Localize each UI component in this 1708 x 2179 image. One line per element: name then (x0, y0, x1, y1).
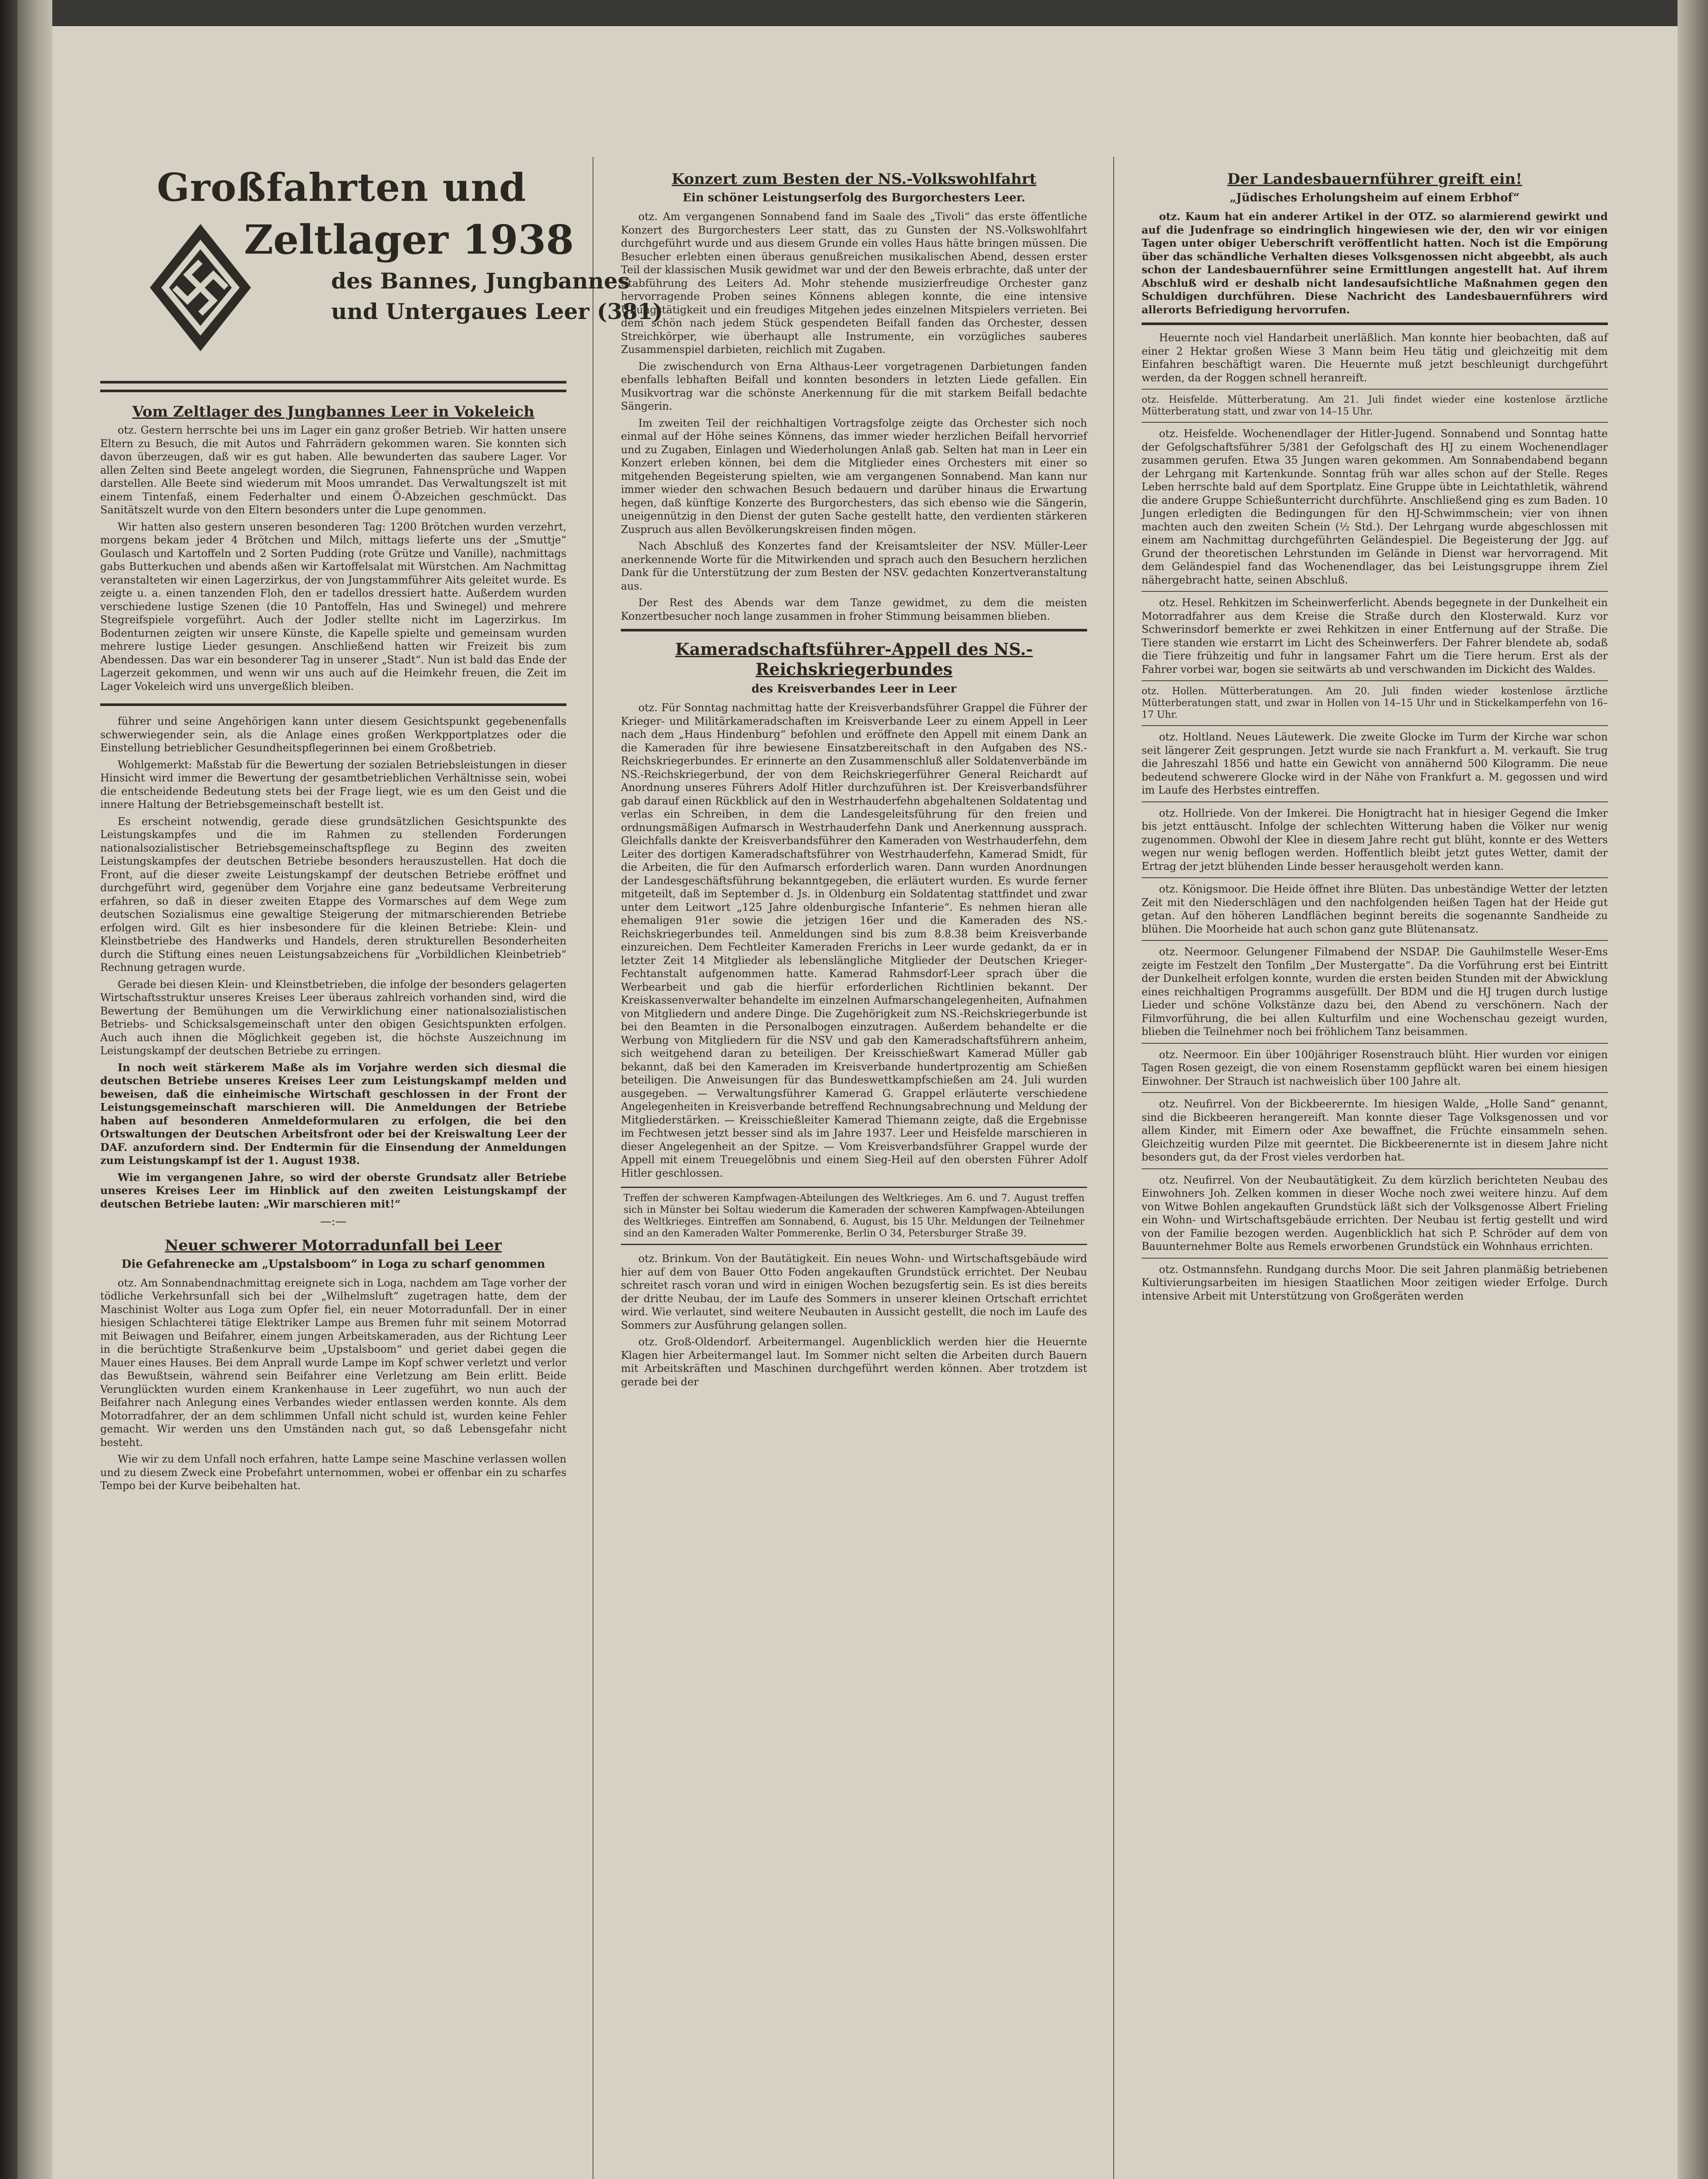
article-paragraph: Wohlgemerkt: Maßstab für die Bewertung der sozialen Betriebsleistungen in dieser Hinsicht wird immer die Bewertung der gesamtbetrieblichen Verhältnisse sein, wobei die entscheidende Bedeutung stets bei der Frage liegt, wie es um den Geist und die innere Haltung der Betriebsgemeinschaft bestellt ist. (100, 758, 566, 811)
local-news-gross-oldendorf: otz. Groß-Oldendorf. Arbeitermangel. Augenblicklich werden hier die Heuernte Klagen hier Arbeitermangel laut. Im Sommer nicht selten die Arbeiten durch Bauern mit Arbeitskräften und Maschinen durchgeführt werden können. Aber trotzdem ist gerade bei der (621, 1336, 1087, 1388)
article-subtitle: Ein schöner Leistungserfolg des Burgorchesters Leer. (682, 191, 1026, 204)
divider (1142, 1092, 1608, 1093)
article-landesbauernfuehrer (1142, 170, 1608, 316)
divider (621, 629, 1087, 631)
article-subtitle: Die Gefahrenecke am „Upstalsboom“ in Loga zu scharf genommen (121, 1257, 546, 1271)
article-paragraph: otz. Für Sonntag nachmittag hatte der Kreisverbandsführer Grappel die Führer der Krieger- und Militärkameradschaften im Kreisverbande Leer zu einem Appell in Leer nach dem „Haus Hindenburg“ befohlen und eröffnete den Appell mit einem Dank an die Kameraden für ihre bewiesene Einsatzbereitschaft in den Aufgaben des NS.-Reichskriegerbundes. Er erinnerte an den Zusammenschluß aller Soldatenverbände im NS.-Reichskriegerbund, der von dem Reichskriegerführer General Reichardt auf Anordnung unseres Führers Adolf Hitler durchzuführen ist. Der Kreisverbandsführer gab darauf einen Rückblick auf den in Westrhauderfehn abgehaltenen Soldatentag und verlas ein Schreiben, in dem die Landesgeleitsführung für den freien und ordnungsmäßigen Aufmarsch in Westrhauderfehn Dank und Anerkennung aussprach. Gleichfalls dankte der Kreisverbandsführer den Kameraden von Westrhauderfehn, dem Leiter des dortigen Kameradschaftsführer von Westrhauderfehn, Kamerad Smidt, für die Arbeiten, die für den Aufmarsch erforderlich waren. Dann wurden Anordnungen der Landesgeschäftsführung bekanntgegeben, die erläutert wurden. Es wurde ferner mitgeteilt, daß im September d. Js. in Oldenburg ein Soldatentag stattfindet und zwar unter dem Leitwort „125 Jahre oldenburgische Infanterie“. Es nehmen hieran alle ehemaligen 91er sowie die jetzigen 16er und die Kameraden des NS.-Reichskriegerbundes teil. Anmeldungen sind bis zum 8.8.38 beim Kreisverbande einzureichen. Dem Fechtleiter Kameraden Frerichs in Leer wurde gedankt, da er in letzter Zeit 14 Mitglieder als lebenslängliche Mitglieder der Deutschen Krieger-Fechtanstalt aufgenommen hatte. Kamerad Rahmsdorf-Leer sprach über die Werbearbeit und gab die hierfür erforderlichen Richtlinien bekannt. Der Kreiskassenverwalter behandelte im einzelnen Aufmarschangelegenheiten, Aufnahmen von Mitgliedern und andere Dinge. Die Zugehörigkeit zum NS.-Reichskriegerbunde ist bei den Beamten in die Personalbogen einzutragen. Außerdem behandelte er die Werbung von Mitgliedern für die NSV und gab den Kameradschaftsführern anheim, sich weitgehend daran zu beteiligen. Der Kreisschießwart Kamerad Müller gab bekannt, daß bei den Kameraden im Kreisverbande hundertprozentig am Schießen beteiligen. Die Anweisungen für das Bundeswettkampfschießen am 24. Juli wurden ausgegeben. — Verwaltungsführer Kamerad G. Grappel erläuterte verschiedene Angelegenheiten in Kreisverbande betreffend Rechnungsabrechnung und Meldung der Mitgliederstärken. — Kreisschießleiter Kamerad Thiemann zeigte, daß die Ergebnisse im Fechtwesen jetzt besser sind als im Jahre 1937. Leer und Heisfelde marschieren in dieser Angelegenheit an der Spitze. — Vom Kreisverbandsführer Grappel wurde der Appell mit einem Treuegelöbnis und einem Sieg-Heil auf den obersten Führer Adolf Hitler geschlossen. (621, 702, 1087, 1179)
column-1 (100, 139, 663, 1496)
divider (1142, 422, 1608, 423)
local-news-hesel: otz. Hesel. Rehkitzen im Scheinwerferlicht. Abends begegnete in der Dunkelheit ein Motorradfahrer aus dem Kreise die Straße durch den Klosterwald. Kurz vor Schwerinsdorf bemerkte er zwei Rehkitzen in einer Entfernung auf der Straße. Die Tiere standen wie erstarrt im Licht des Scheinwerfers. Der Fahrer blendete ab, sodaß die Tiere frühzeitig und fuhr in langsamer Fahrt um die Tiere herum. Erst als der Fahrer vorbei war, bogen sie seitwärts ab und verschwanden im Dickicht des Waldes. (1142, 597, 1608, 675)
column-3 (1142, 139, 1608, 1306)
article-paragraph: In noch weit stärkerem Maße als im Vorjahre werden sich diesmal die deutschen Betriebe unseres Kreises Leer zum Leistungskampf melden und beweisen, daß die einheimische Wirtschaft geschlossen in der Front der Leistungsgemeinschaft marschieren will. Die Anmeldungen der Betriebe haben auf besonderen Anmeldeformularen zu erfolgen, die bei den Ortswaltungen der Deutschen Arbeitsfront oder bei der Kreiswaltung Leer der DAF. anzufordern sind. Der Endtermin für die Einsendung der Anmeldungen zum Leistungskampf ist der 1. August 1938. (100, 1061, 566, 1167)
article-paragraph: führer und seine Angehörigen kann unter diesem Gesichtspunkt gegebenenfalls schwerwiegender sein, als die Anlage eines großen Werkpportplatzes oder die Einstellung betrieblicher Gesundheitspflegerinnen bei einem Großbetrieb. (100, 715, 566, 754)
column-2 (621, 139, 1087, 1392)
article-paragraph: Der Rest des Abends war dem Tanze gewidmet, zu dem die meisten Konzertbesucher noch lange zusammen in froher Stimmung beisammen blieben. (621, 597, 1087, 622)
article-paragraph: Nach Abschluß des Konzertes fand der Kreisamtsleiter der NSV. Müller-Leer anerkennende Worte für die Mitwirkenden und sprach auch den Besuchern herzlichen Dank für die Unterstützung der zum Besten der NSV. gedachten Konzertveranstaltung aus. (621, 540, 1087, 592)
article-subtitle: „Jüdisches Erholungsheim auf einem Erbhof“ (1230, 191, 1520, 204)
section-separator: —:— (320, 1215, 347, 1228)
divider (1142, 322, 1608, 325)
local-news-koenigsmoor: otz. Königsmoor. Die Heide öffnet ihre Blüten. Das unbeständige Wetter der letzten Zeit mit den Niederschlägen und den nachfolgenden heißen Tagen hat der Heide gut getan. Auf den höheren Landflächen beginnt bereits die sogenannte Sandheide zu blühen. Die Moorheide hat auch schon ganz gute Blütenansatz. (1142, 883, 1608, 935)
local-news-hollriede: otz. Hollriede. Von der Imkerei. Die Honigtracht hat in hiesiger Gegend die Imker bis jetzt enttäuscht. Infolge der schlechten Witterung haben die Völker nur wenig zugenommen. Obwohl der Klee in diesem Jahre recht gut blüht, konnte er des Wetters wegen nur wenig beflogen werden. Hoffentlich bleibt jetzt gutes Wetter, damit der Ertrag der jetzt blühenden Linde besser herausgeholt werden kann. (1142, 807, 1608, 872)
article-title: Neuer schwerer Motorradunfall bei Leer (165, 1236, 502, 1254)
article-kameradschaftsfuehrer-appell (621, 639, 1087, 1180)
divider (1142, 680, 1608, 681)
local-news-neermoor-filmabend: otz. Neermoor. Gelungener Filmabend der NSDAP. Die Gauhilmstelle Weser-Ems zeigte im Festzelt den Tonfilm „Der Mustergatte“. Da die Vorführung erst bei Eintritt der Dunkelheit erfolgen konnte, wurden die ersten beiden Stunden mit der Abwicklung eines reichhaltigen Programms ausgefüllt. Der BDM und die HJ trugen durch lustige Lieder und schöne Volkstänze dazu bei, den Abend zu verschönern. Nach der Filmvorführung, die bei allen Kulturfilm und eine Wochenschau gezeigt wurden, blieben die Teilnehmer noch bei fröhlichem Tanz beisammen. (1142, 946, 1608, 1038)
divider (1142, 725, 1608, 726)
masthead-line-4: und Untergaues Leer (381) (331, 299, 663, 324)
article-paragraph: Gerade bei diesen Klein- und Kleinstbetrieben, die infolge der besonders gelagerten Wirtschaftsstruktur unseres Kreises Leer überaus zahlreich vorhanden sind, wird die Bewertung der Bemühungen um die Verwirklichung einer nationalsozialistischen Betriebs- und Schicksalsgemeinschaft unter den obigen Gesichtspunkten erfolgen. Auch auch ihnen die Möglichkeit gegeben ist, die höchste Auszeichnung im Leistungskampf der deutschen Betriebe zu erringen. (100, 978, 566, 1057)
article-paragraph: Wir hatten also gestern unseren besonderen Tag: 1200 Brötchen wurden verzehrt, morgens bekam jeder 4 Brötchen und Milch, mittags lieferte uns der „Smuttje“ Goulasch und Kartoffeln und 2 Sorten Pudding (rote Grütze und Vanille), nachmittags gabs Butterkuchen und abends aßen wir Kartoffelsalat mit Würstchen. Am Nachmittag veranstalteten wir einen Lagerzirkus, der von Jungstammführer Aits geleitet wurde. Es zeigte u. a. einen tanzenden Floh, den er tadellos dressiert hatte. Außerdem wurden verschiedene lustige Szenen (die 10 Pantoffeln, Has und Swinegel) und mehrere Stegreifspiele vorgeführt. Auch der Jodler stellte nicht im Lagerzirkus. Im Bodenturnen zeigten wir unsere Künste, die Kapelle spielte und gemeinsam wurden mehrere lustige Lieder gesungen. Anschließend hatten wir Freizeit bis zum Abendessen. Das war ein besonderer Tag in unserer „Stadt“. Nun ist bald das Ende der Lagerzeit gekommen, und wenn wir uns auch auf die Heimkehr freuen, die Zeit im Lager Vokeleich wird uns unvergeßlich bleiben. (100, 520, 566, 692)
local-news-neufirrel-neubau: otz. Neufirrel. Von der Neubautätigkeit. Zu dem kürzlich berichteten Neubau des Einwohners Joh. Zelken kommen in dieser Woche noch zwei weitere hinzu. Auf dem von Witwe Bohlen angekauften Grundstück läßt sich der Volksgenosse Albert Frieling ein Wohn- und Wirtschaftsgebäude errichten. Der Neubau ist fertig gestellt und wird von der Familie bezogen werden. Augenblicklich hat sich P. Schröder auf dem von Bauunternehmer Bolte aus Remels erworbenen Grundstück ein Wohnhaus errichten. (1142, 1174, 1608, 1252)
divider (1142, 1043, 1608, 1044)
article-paragraph: Wie wir zu dem Unfall noch erfahren, hatte Lampe seine Maschine verlassen wollen und zu diesem Zweck eine Probefahrt unternommen, wobei er offenbar ein zu scharfes Tempo bei der Kurve beibehalten hat. (100, 1453, 566, 1492)
article-konzert (621, 170, 1087, 623)
article-paragraph: Im zweiten Teil der reichhaltigen Vortragsfolge zeigte das Orchester sich noch einmal auf der Höhe seines Könnens, das immer wieder herzlichen Beifall hervorrief und zu Zugaben, Einlagen und Wiederholungen Anlaß gab. Selten hat man in Leer ein Konzert erleben können, bei dem die Mitglieder eines Orchesters mit einer so mitgehenden Begeisterung spielten, wie am vergangenen Sonnabend. Man kann nur immer wieder den schwachen Besuch bedauern und darüber hinaus die Erwartung hegen, daß künftige Konzerte des Burgorchesters, das sich ebenso wie die Sängerin, uneigennützig in den Dienst der guten Sache gestellt hatte, den verdienten stärkeren Zuspruch aus allen Bevölkerungskreisen finden mögen. (621, 417, 1087, 536)
article-paragraph: otz. Am vergangenen Sonnabend fand im Saale des „Tivoli“ das erste öffentliche Konzert des Burgorchesters Leer statt, das zu Gunsten der NS.-Volkswohlfahrt durchgeführt wurde und aus diesem Grunde ein volles Haus hätte bringen müssen. Die Besucher erlebten einen überaus genußreichen musikalischen Abend, dessen erster Teil der klassischen Musik gewidmet war und der den Beweis erbrachte, daß unter der Stabführung des Leiters Ad. Mohr stehende musizierfreudige Orchester ganz hervorragende Proben seines Könnens ablegen konnte, die eine intensive Übungstätigkeit und ein freudiges Mitgehen jedes einzelnen Mitspielers verrieten. Bei dem schön nach jedem Stück gespendeten Beifall fanden das Orchester, dessen Streichkörper, wie überhaupt alle Instrumente, ein vorzügliches sauberes Zusammenspiel darbieten, reichlich mit Zugaben. (621, 210, 1087, 356)
article-leistungskampf (100, 715, 566, 1211)
article-title: Vom Zeltlager des Jungbannes Leer in Vokeleich (132, 403, 535, 421)
article-paragraph: otz. Am Sonnabendnachmittag ereignete sich in Loga, nachdem am Tage vorher der tödliche Verkehrsunfall sich bei der „Wilhelmsluft“ zugetragen hatte, dem der Maschinist Wolter aus Loga zum Opfer fiel, ein neuer Motorradunfall. Der in einer hiesigen Schlachterei tätige Elektriker Lampe aus Bremen fuhr mit seinem Motorrad mit Beiwagen und Beifahrer, einem jungen Arbeitskameraden, aus der Richtung Leer in die berüchtigte Straßenkurve beim „Upstalsboom“ und geriet dabei gegen die Mauer eines Hauses. Bei dem Anprall wurde Lampe im Kopf schwer verletzt und verlor das Bewußtsein, während sein Beifahrer eine Verletzung am Bein erlitt. Beide Verunglückten wurden einem Krankenhause in Leer zugeführt, wo nun auch der Beifahrer nach Anlegung eines Verbandes wieder entlassen werden konnte. Als dem Motorradfahrer, der an dem schlimmen Unfall nicht schuld ist, wurden keine Fehler gemacht. Wir werden uns den Umständen nach gut, so daß Lebensgefahr nicht besteht. (100, 1276, 566, 1449)
column-rule (1113, 157, 1114, 2179)
notice-kampfwagen-treffen: Treffen der schweren Kampfwagen-Abteilungen des Weltkrieges. Am 6. und 7. August treffen sich in Münster bei Soltau wiederum die Kameraden der schweren Kampfwagen-Abteilungen des Weltkrieges. Eintreffen am Sonnabend, 6. August, bis 15 Uhr. Meldungen der Teilnehmer sind an den Kameraden Walter Pommerenke, Berlin O 34, Petersburger Straße 39. (621, 1187, 1087, 1245)
local-news-ostmannsfehn: otz. Ostmannsfehn. Rundgang durchs Moor. Die seit Jahren planmäßig betriebenen Kultivierungsarbeiten im hiesigen Staatlichen Moor zeitigen wieder Erfolge. Durch intensive Arbeit mit Unterstützung von Großgeräten werden (1142, 1263, 1608, 1302)
article-paragraph: Die zwischendurch von Erna Althaus-Leer vorgetragenen Darbietungen fanden ebenfalls lebhaften Beifall und konnten besonders in letzten Liede gefallen. Ein Musikvortrag war die schönste Anerkennung für die mit starkem Beifall bedachte Sängerin. (621, 360, 1087, 412)
article-zeltlager (100, 390, 566, 706)
article-paragraph: otz. Gestern herrschte bei uns im Lager ein ganz großer Betrieb. Wir hatten unsere Eltern zu Besuch, die mit Autos und Fahrrädern gekommen waren. Sie konnten sich davon überzeugen, daß wir es gut haben. Alle bewunderten das saubere Lager. Vor allen Zelten sind Beete angelegt worden, die Siegrunen, Fahnensprüche und Wappen darstellen. Alle Beete sind wiederum mit Moos umrandet. Das Verwaltungszelt ist mit einem Tintenfaß, einem Federhalter und einem Ö-Abzeichen geschmückt. Das Sanitätszelt wurde von den Eltern besonders unter die Lupe genommen. (100, 424, 566, 516)
article-title: Kameradschaftsführer-Appell des NS.-Reichskriegerbundes (675, 639, 1033, 679)
article-subtitle: des Kreisverbandes Leer in Leer (751, 682, 957, 696)
article-motorradunfall (100, 1236, 566, 1493)
divider (1142, 877, 1608, 878)
scan-page-edge (17, 0, 52, 2179)
article-paragraph: otz. Kaum hat ein anderer Artikel in der OTZ. so alarmierend gewirkt und auf die Judenfrage so eindringlich hingewiesen wie der, den wir vor einigen Tagen unter obiger Ueberschrift veröffentlicht hatten. Noch ist die Empörung über das schändliche Verhalten dieses Volksgenossen nicht abgeebbt, als auch schon der Landesbauernführer seine Ermittlungen angestellt hat. Auf ihrem Abschluß wird er deshalb nicht landesaufsichtliche Maßnahmen gegen den Schuldigen durchführen. Diese Nachricht des Landesbauernführers wird allerorts Befriedigung hervorrufen. (1142, 210, 1608, 316)
masthead-line-1: Großfahrten und (157, 165, 527, 210)
masthead (100, 139, 663, 375)
divider (1142, 591, 1608, 592)
local-news-hollen: otz. Hollen. Mütterberatungen. Am 20. Juli finden wieder kostenlose ärztliche Mütterberatungen statt, und zwar in Hollen von 14–15 Uhr und in Stickelkamperfehn von 16–17 Uhr. (1142, 686, 1608, 720)
scan-binding-edge (0, 0, 17, 2179)
divider (1142, 801, 1608, 802)
article-paragraph: Wie im vergangenen Jahre, so wird der oberste Grundsatz aller Betriebe unseres Kreises Leer im Hinblick auf den zweiten Leistungskampf der deutschen Betriebe lauten: „Wir marschieren mit!“ (100, 1171, 566, 1210)
local-news-heisfelde-wochenendlager: otz. Heisfelde. Wochenendlager der Hitler-Jugend. Sonnabend und Sonntag hatte der Gefolgschaftsführer 5/381 der Gefolgschaft des HJ zu einem Wochenendlager zusammen gerufen. Etwa 35 Jungen waren gekommen. Am Sonnabendabend begann der Lehrgang mit Kartenkunde. Sonntag früh war alles schon auf der Stelle. Reges Leben herrschte bald auf dem Sportplatz. Eine Gruppe übte in Leichtathletik, während die andere Gruppe Schießunterricht durchführte. Anschließend ging es zum Baden. 10 Jungen erledigten die Bedingungen für den HJ-Schwimmschein; vier von ihnen machten auch den zweiten Schein (½ Std.). Der Lehrgang wurde abgeschlossen mit einem am Nachmittag durchgeführten Geländespiel. Die Begeisterung der Jgg. auf Grund der theoretischen Lehrstunden im Gelände in Dienst war hervorragend. Mit dem Geländespiel fand das Wochenendlager, das bei Leistungsgruppe ihrem Ziel nähergebracht hatte, seinen Abschluß. (1142, 428, 1608, 586)
article-title: Konzert zum Besten der NS.-Volkswohlfahrt (671, 170, 1037, 188)
divider (1142, 1258, 1608, 1259)
local-news-heisfelde-mutterberatung: otz. Heisfelde. Mütterberatung. Am 21. Juli findet wieder eine kostenlose ärztliche Mütterberatung statt, und zwar von 14–15 Uhr. (1142, 394, 1608, 417)
divider (1142, 389, 1608, 390)
local-news-neermoor-rosenstrauch: otz. Neermoor. Ein über 100jähriger Rosenstrauch blüht. Hier wurden vor einigen Tagen Rosen gezeigt, die von einem Rosenstamm gepflückt waren bei einem hiesigen Einwohner. Der Strauch ist nachweislich über 100 Jahre alt. (1142, 1048, 1608, 1087)
article-paragraph: Es erscheint notwendig, gerade diese grundsätzlichen Gesichtspunkte des Leistungskampfes und die im Rahmen zu stellenden Forderungen nationalsozialistischer Betriebsgemeinschaftspflege zu Beginn des zweiten Leistungskampfes der deutschen Betriebe besonders herauszustellen. Hat doch die Front, auf die dieser zweite Leistungskampf der deutschen Betriebe eröffnet und durchgeführt wird, gegenüber dem Vorjahre eine ganz bedeutsame Verbreiterung erfahren, so daß in dieser zweiten Etappe des Vormarsches auf dem Wege zum deutschen Sozialismus eine gewaltige Steigerung der mitmarschierenden Betriebe erfolgen wird. Gilt es hier insbesondere für die kleinen Betriebe: Klein- und Kleinstbetriebe des Handwerks und Handels, deren strukturellen Besonderheiten durch die Stiftung eines neuen Leistungsabzeichens für „Vorbildlichen Kleinbetrieb“ Rechnung getragen wurde. (100, 815, 566, 974)
masthead-line-2: Zeltlager 1938 (244, 216, 574, 263)
article-title: Der Landesbauernführer greift ein! (1227, 170, 1522, 188)
page-content (100, 139, 1608, 2179)
hitler-youth-diamond-emblem (148, 222, 253, 353)
scan-right-edge (1678, 0, 1708, 2179)
divider (1142, 1168, 1608, 1169)
local-news-neufirrel-bickbeeren: otz. Neufirrel. Von der Bickbeerernte. Im hiesigen Walde, „Holle Sand“ genannt, sind die Bickbeeren herangereift. Man konnte dieser Tage Volksgenossen und vor allem Kinder, mit Eimern oder Axe bewaffnet, die Früchte einsammeln sehen. Gleichzeitig wurden Pilze mit geerntet. Die Bickbeerenernte ist in diesem Jahre nicht besonders gut, da der Frost vieles verdorben hat. (1142, 1098, 1608, 1163)
local-news-heuernte: Heuernte noch viel Handarbeit unerläßlich. Man konnte hier beobachten, daß auf einer 2 Hektar großen Wiese 3 Mann beim Heu tätig und gleichzeitig mit dem Einfahren beschäftigt waren. Die Heuernte muß jetzt beschleunigt durchgeführt werden, da der Roggen schnell heranreift. (1142, 332, 1608, 384)
local-news-brinkum: otz. Brinkum. Von der Bautätigkeit. Ein neues Wohn- und Wirtschaftsgebäude wird hier auf dem von Bauer Otto Foden angekauften Grundstück errichtet. Der Neubau schreitet rasch voran und wird in einigen Wochen bezugsfertig sein. Es ist dies bereits der dritte Neubau, der im Laufe des Sommers in unserer kleinen Ortschaft errichtet wird. Wie verlautet, sind weitere Neubauten in Aussicht gestellt, die noch im Laufe des Sommers zur Ausführung gelangen sollen. (621, 1252, 1087, 1331)
divider (1142, 940, 1608, 941)
masthead-line-3: des Bannes, Jungbannes (331, 268, 630, 294)
divider (100, 381, 566, 384)
local-news-holtland: otz. Holtland. Neues Läutewerk. Die zweite Glocke im Turm der Kirche war schon seit längerer Zeit gesprungen. Jetzt wurde sie nach Frankfurt a. M. verkauft. Sie trug die Jahreszahl 1856 und hatte ein Gewicht von annähernd 500 Kilogramm. Die neue bedeutend schwerere Glocke wird in der Nähe von Frankfurt a. M. gegossen und wird im Laufe des Herbstes eintreffen. (1142, 731, 1608, 796)
